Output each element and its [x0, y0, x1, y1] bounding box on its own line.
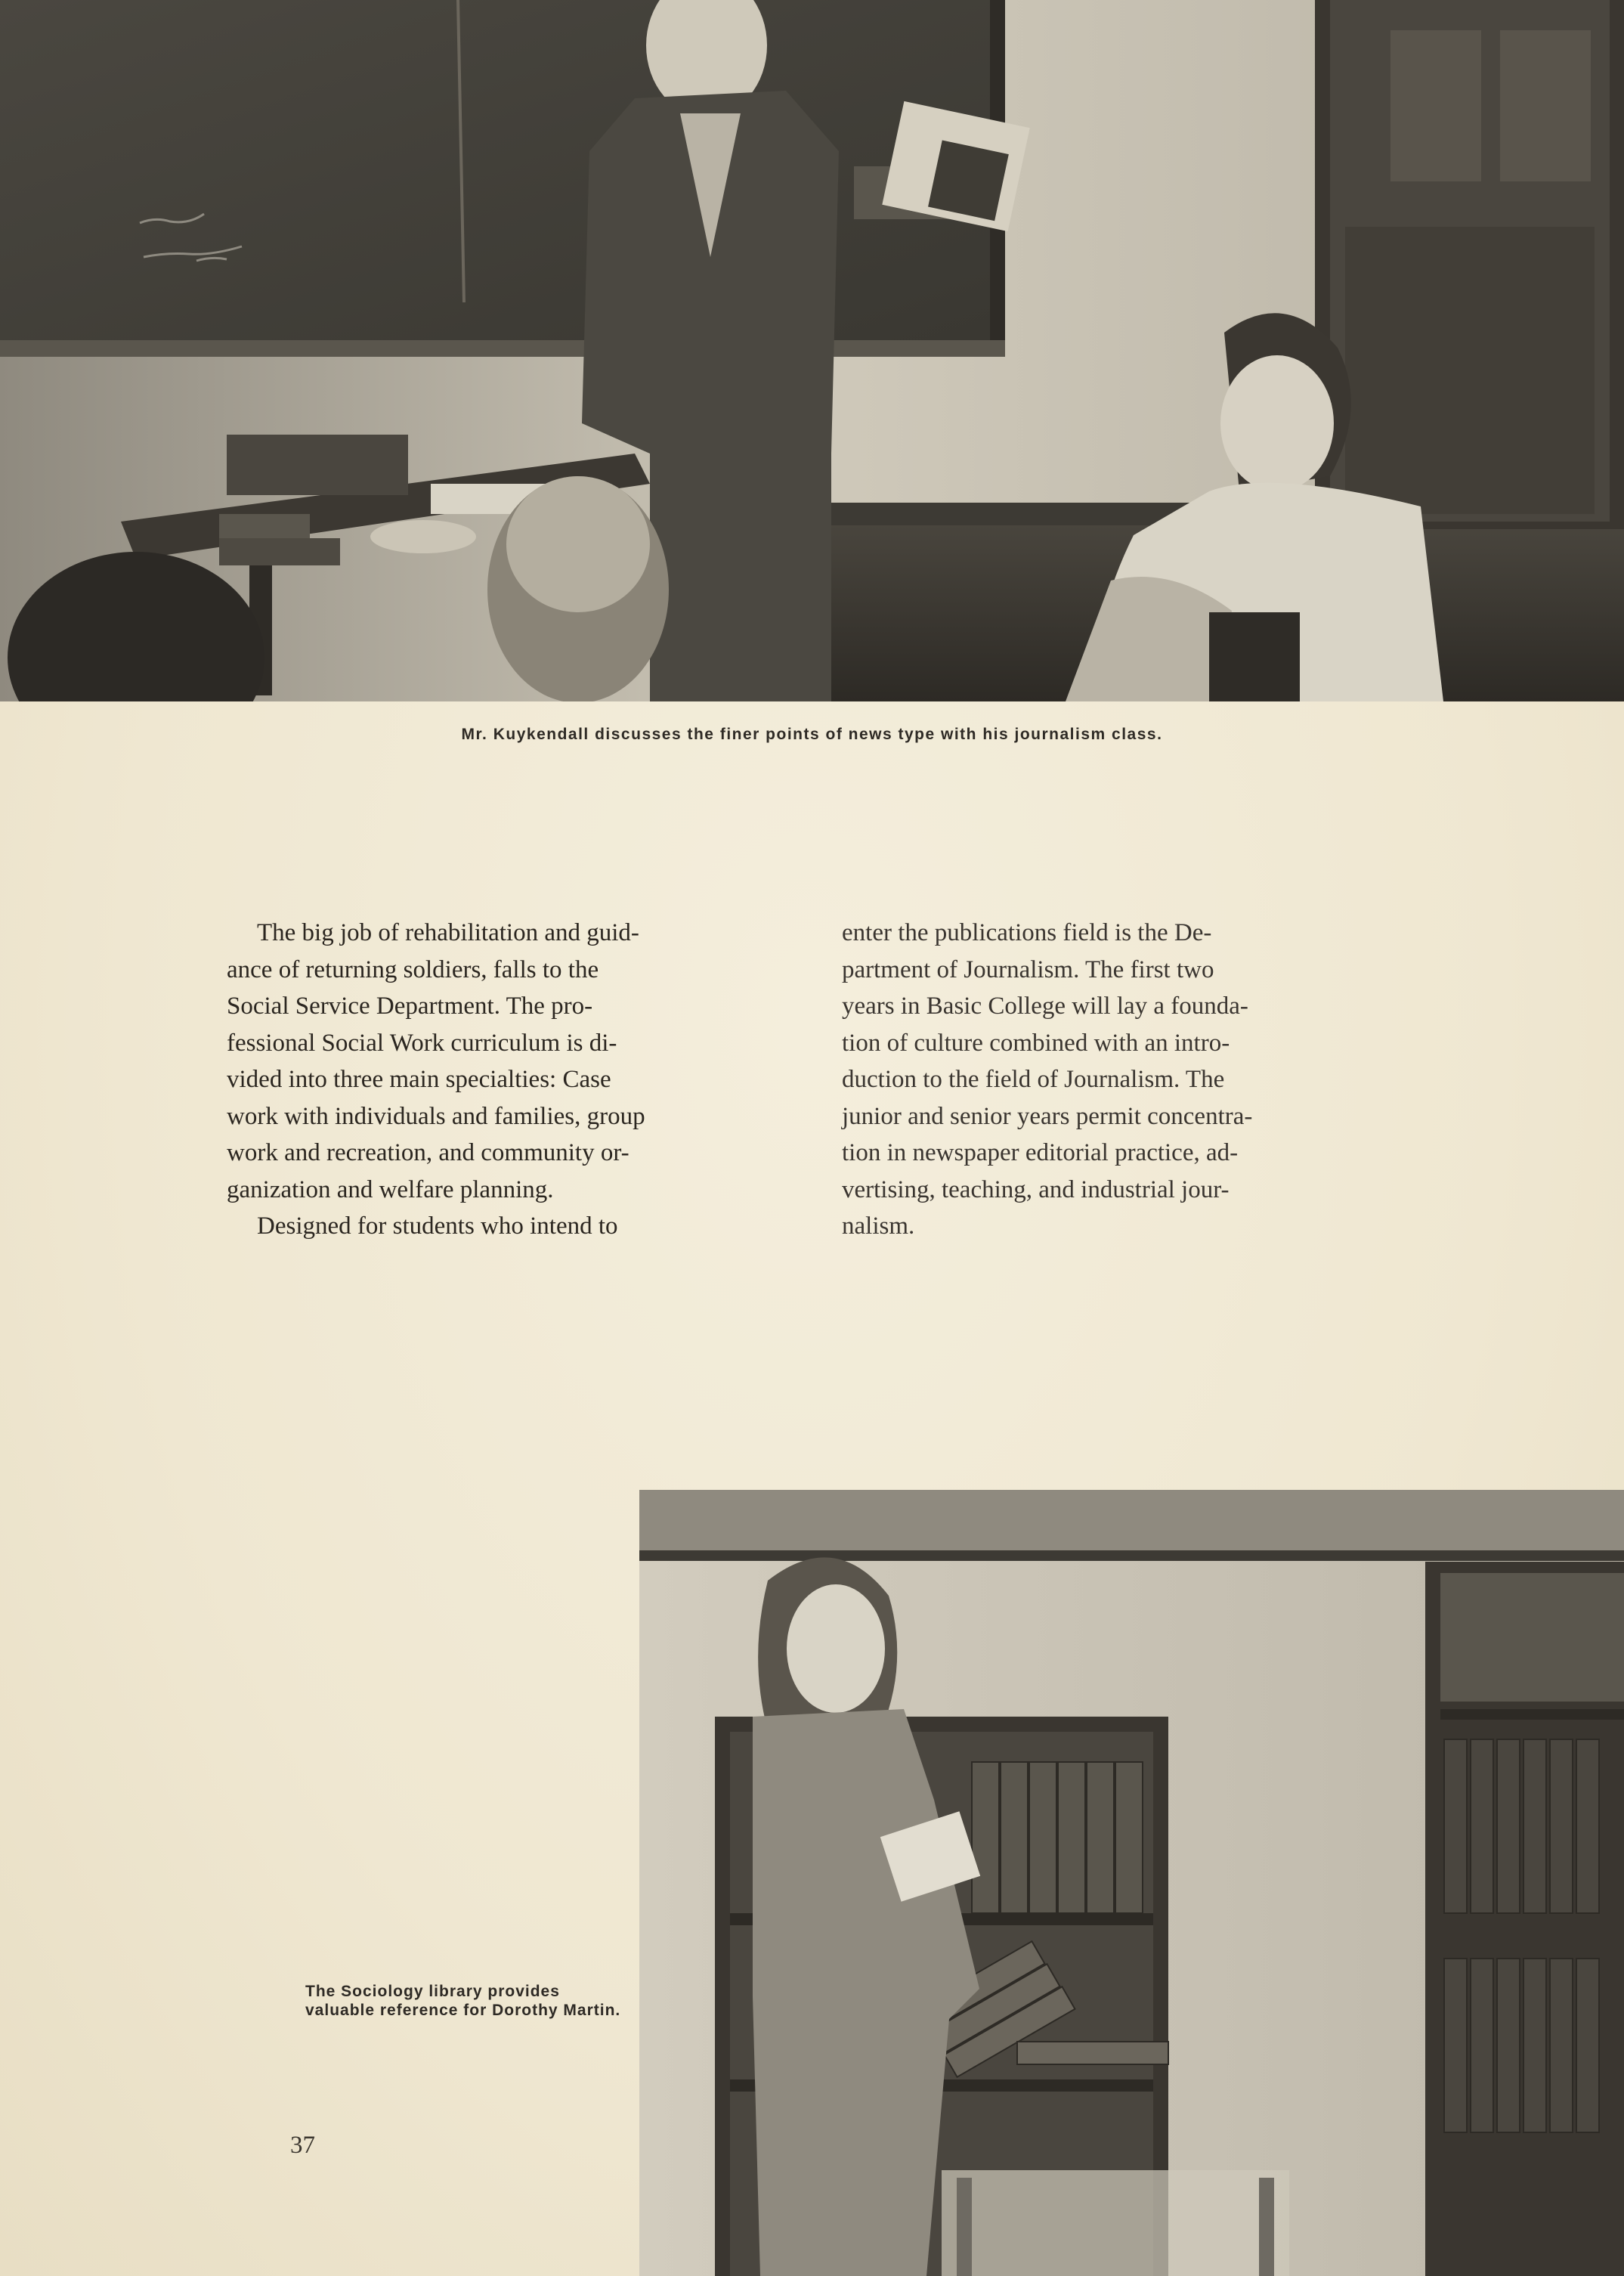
article-line: Social Service Department. The pro-: [227, 992, 593, 1020]
article-line: Designed for students who intend to: [257, 1212, 618, 1240]
top-photo-caption: Mr. Kuykendall discusses the finer points of news type with his journalism class.: [461, 726, 1163, 743]
article-line: duction to the field of Journalism. The: [842, 1066, 1225, 1093]
journalism-class-photo: [0, 0, 1624, 701]
article-line: work and recreation, and community or-: [227, 1139, 629, 1166]
article-line: ance of returning soldiers, falls to the: [227, 955, 599, 983]
article-column-left: [227, 915, 768, 1245]
article-line: nalism.: [842, 1212, 915, 1240]
article-line: The big job of rehabilitation and guid-: [257, 919, 639, 946]
article-line: partment of Journalism. The first two: [842, 955, 1214, 983]
article-line: years in Basic College will lay a founda-: [842, 992, 1248, 1020]
article-line: ganization and welfare planning.: [227, 1175, 554, 1203]
sociology-library-photo: [639, 1490, 1624, 2276]
article-line: vided into three main specialties: Case: [227, 1066, 611, 1093]
article-column-right: [842, 915, 1383, 1245]
page-number: 37: [290, 2132, 315, 2159]
article-line: junior and senior years permit concentra-: [842, 1102, 1253, 1130]
article-line: enter the publications field is the De-: [842, 919, 1212, 946]
article-line: tion of culture combined with an intro-: [842, 1029, 1230, 1057]
bottom-photo-caption: The Sociology library provides valuable reference for Dorothy Martin.: [305, 1983, 621, 2019]
article-line: tion in newspaper editorial practice, ad-: [842, 1139, 1239, 1166]
article-line: fessional Social Work curriculum is di-: [227, 1029, 617, 1057]
article-line: vertising, teaching, and industrial jour-: [842, 1175, 1230, 1203]
article-line: work with individuals and families, group: [227, 1102, 645, 1130]
